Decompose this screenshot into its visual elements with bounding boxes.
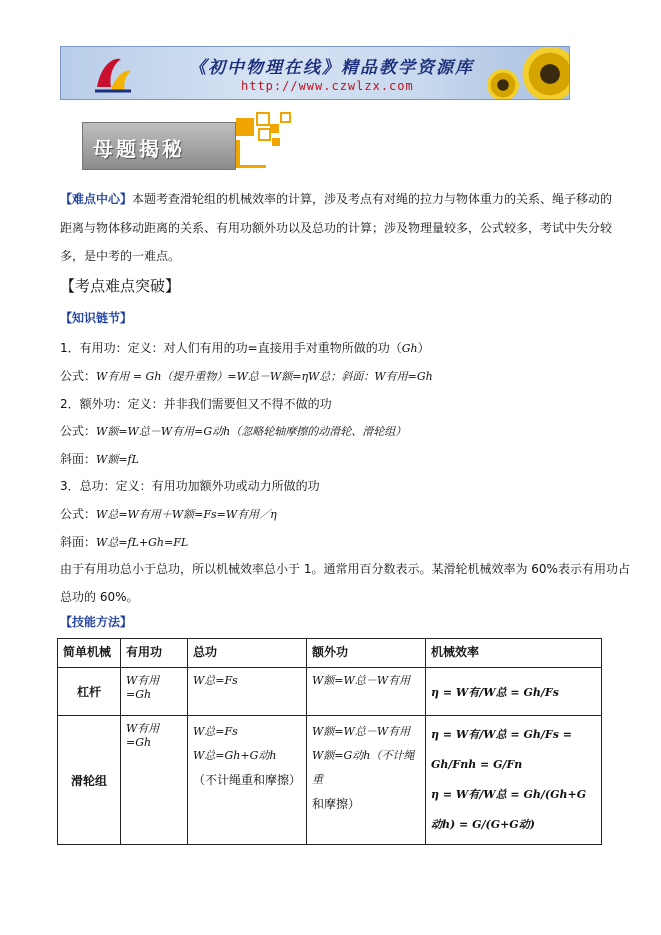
table-header-row [58, 639, 602, 668]
extra-work-slope: 斜面：W额=fL [60, 452, 139, 466]
sunflower-icon [519, 46, 570, 100]
banner-url: http://www.czwlzx.com [241, 79, 414, 93]
header-extra: 额外功 [307, 639, 426, 668]
total-work-definition: 3．总功：定义：有用功加额外功或动力所做的功 [60, 479, 320, 493]
header-useful: 有用功 [121, 639, 188, 668]
header-total: 总功 [188, 639, 307, 668]
pulley-efficiency [426, 716, 602, 845]
skills-tag: 【技能方法】 [60, 615, 133, 629]
efficiency-note-2: 总功的 60%。 [60, 590, 139, 604]
total-work-slope: 斜面：W总=fL+Gh=FL [60, 535, 189, 549]
lever-useful: W有用=Gh [121, 668, 188, 716]
lever-efficiency-text: η = W有/W总 = Gh/Fs [431, 685, 559, 699]
sunflower-icon [485, 67, 521, 100]
useful-work-formula: 公式：W有用 = Gh（提升重物）=W总－W额=ηW总；斜面：W有用=Gh [60, 369, 433, 383]
intro-tag: 【难点中心】 [60, 192, 133, 206]
banner-title: 《初中物理在线》精品教学资源库 [189, 58, 474, 78]
total-work-formula: 公式：W总=W有用＋W额=Fs=W有用／η [60, 507, 277, 521]
heading-breakthrough: 【考点难点突破】 [60, 277, 181, 295]
machines-table [57, 638, 602, 845]
efficiency-note-1: 由于有用功总小于总功，所以机械效率总小于 1。通常用百分数表示。某滑轮机械效率为 60%表示有用功占 [60, 562, 630, 576]
machine-pulley: 滑轮组 [58, 716, 121, 845]
pulley-efficiency-2: η = W有/W总 = Gh/(Gh+G动h) = G/(G+G动) [431, 788, 587, 831]
section-header [82, 122, 236, 170]
table-row [58, 668, 602, 716]
lever-efficiency [426, 668, 602, 716]
machine-lever: 杠杆 [58, 668, 121, 716]
logo-icon [91, 53, 135, 95]
pulley-useful: W有用=Gh [121, 716, 188, 845]
knowledge-tag: 【知识链节】 [60, 311, 133, 325]
lever-extra: W额=W总－W有用 [307, 668, 426, 716]
lever-total: W总=Fs [188, 668, 307, 716]
intro-line-1: 【难点中心】本题考查滑轮组的机械效率的计算，涉及考点有对绳的拉力与物体重力的关系、绳子移动的 [60, 192, 613, 206]
table-row [58, 716, 602, 845]
pulley-total: W总=Fs W总=Gh+G动h （不计绳重和摩擦） [188, 716, 307, 845]
pulley-efficiency-1: η = W有/W总 = Gh/Fs = Gh/Fnh = G/Fn [431, 728, 572, 771]
pulley-extra: W额=W总－W有用 W额=G动h（不计绳重 和摩擦） [307, 716, 426, 845]
extra-work-formula: 公式：W额=W总－W有用=G动h（忽略轮轴摩擦的动滑轮、滑轮组） [60, 424, 407, 438]
header-banner [60, 46, 570, 100]
useful-work-definition: 1．有用功：定义：对人们有用的功=直接用手对重物所做的功（Gh） [60, 341, 430, 355]
section-header-label: 母题揭秘 [93, 137, 185, 161]
header-efficiency: 机械效率 [426, 639, 602, 668]
intro-line-3: 多，是中考的一难点。 [60, 249, 181, 263]
header-machine: 简单机械 [58, 639, 121, 668]
extra-work-definition: 2．额外功：定义：并非我们需要但又不得不做的功 [60, 397, 332, 411]
intro-line-2: 距离与物体移动距离的关系、有用功额外功以及总功的计算；涉及物理量较多，公式较多，考试中失分较 [60, 221, 613, 235]
